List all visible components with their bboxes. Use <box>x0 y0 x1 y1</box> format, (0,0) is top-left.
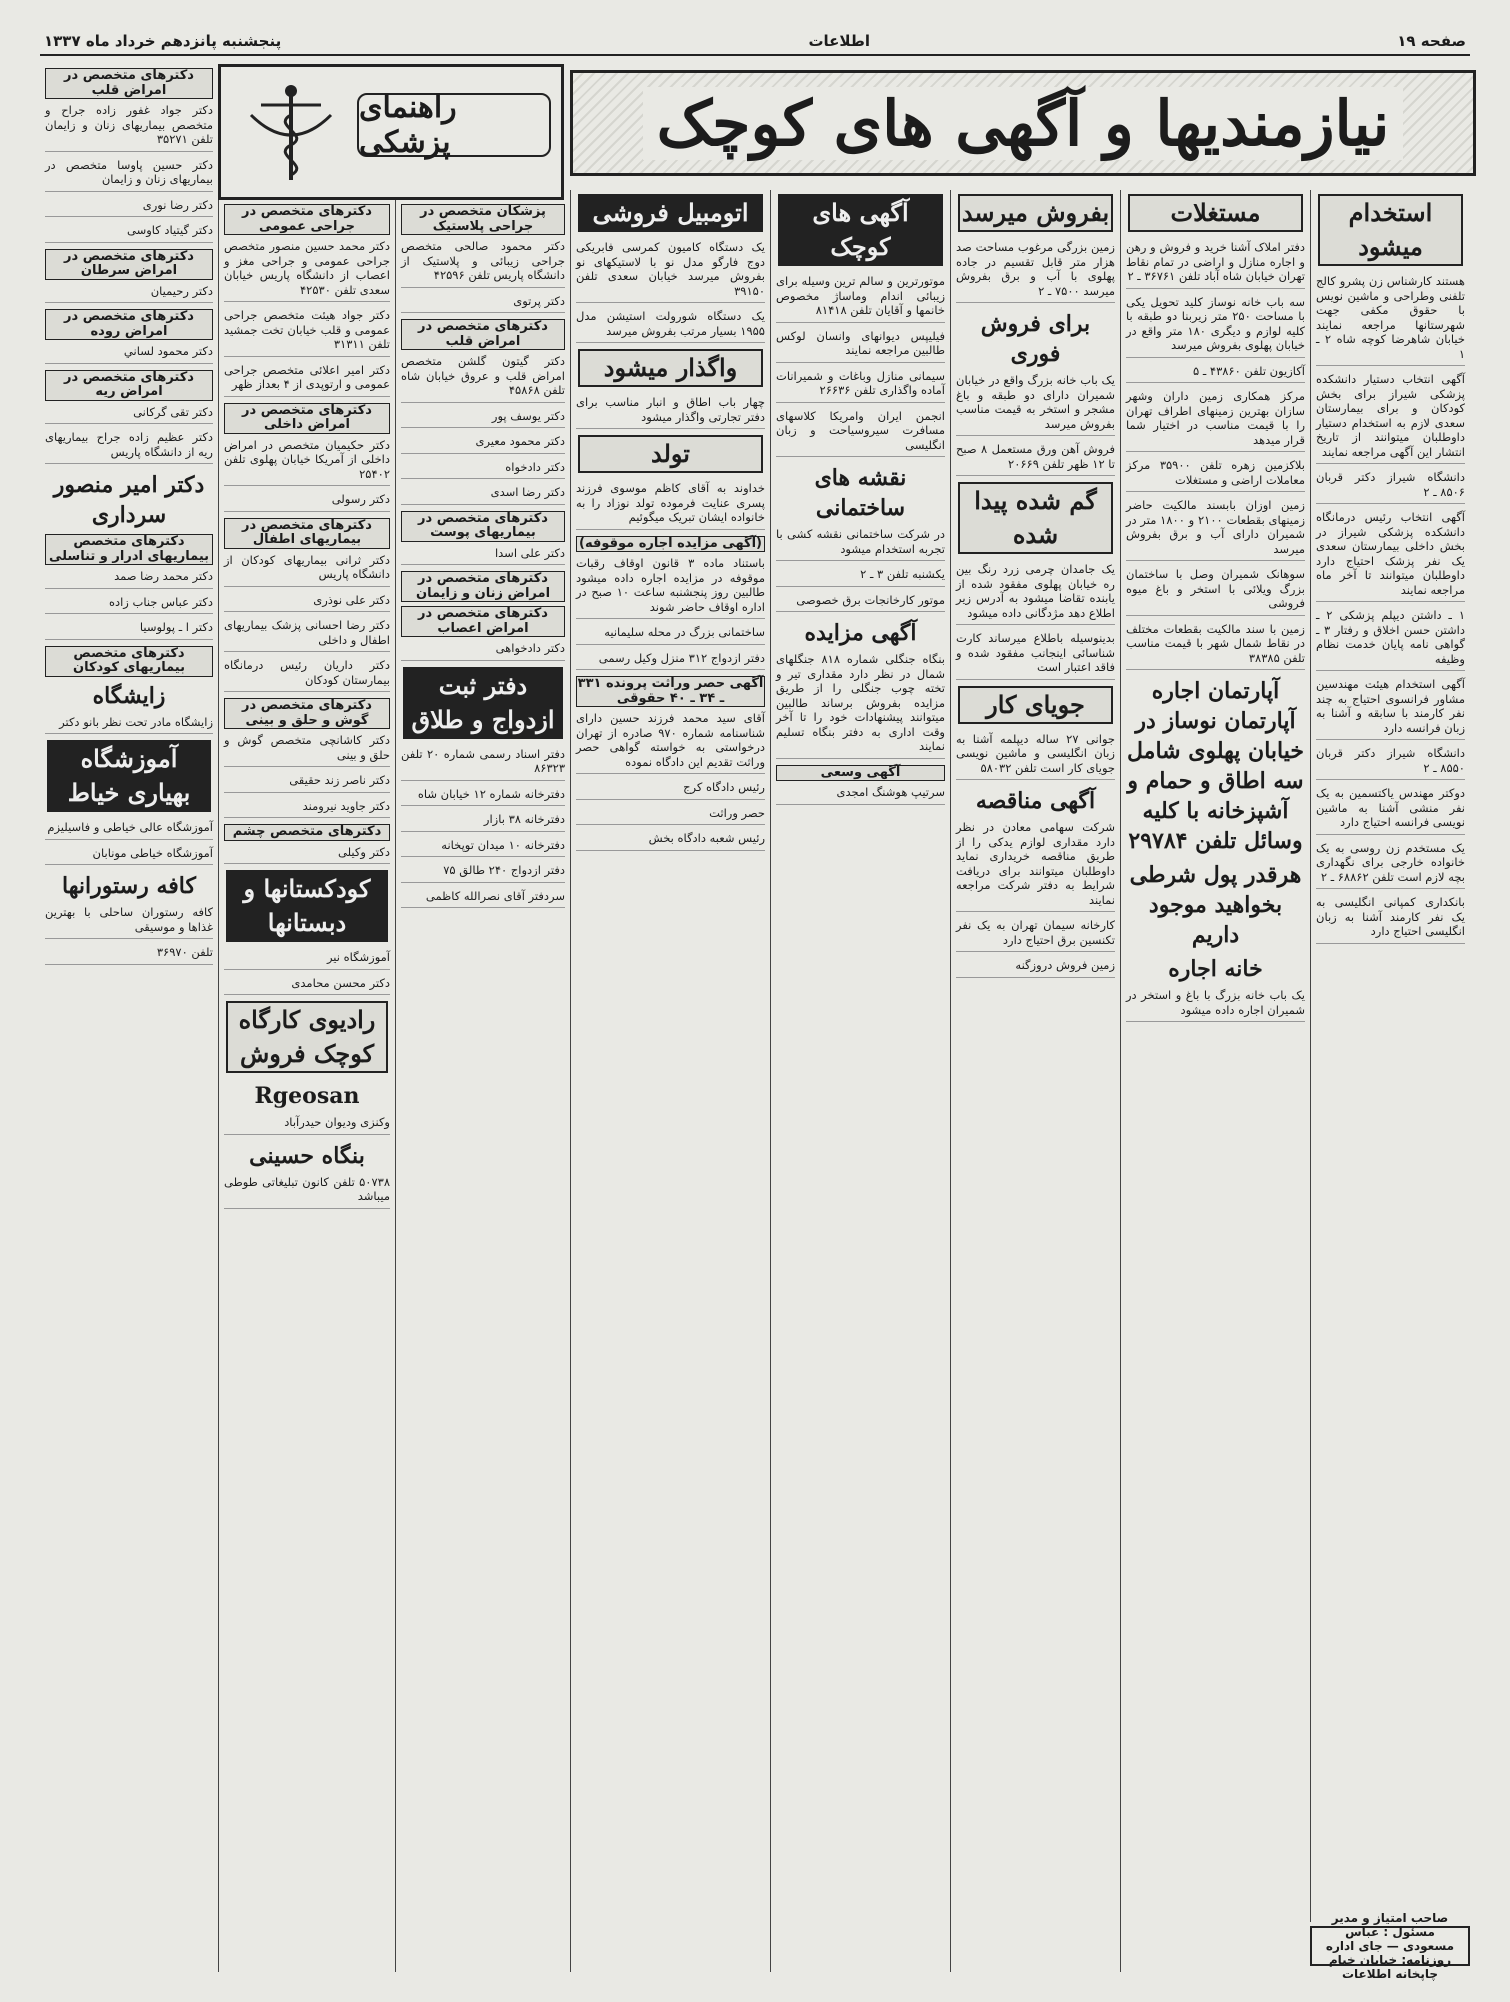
ad-item: دفتر املاک آشنا خرید و فروش و رهن و اجاره منازل و اراضی در تمام نقاط تهران خیابان شاه آباد تلفن ۳۶۷۶۱ ـ ۲ <box>1126 240 1305 289</box>
schools-heading: کودکستانها و دبستانها <box>226 870 388 942</box>
ad-item: چهار باب اطاق و انبار مناسب برای دفتر تجارتی واگذار میشود <box>576 395 765 429</box>
lost-found-heading: گم شده پیدا شده <box>958 482 1113 554</box>
ad-item: زمین اوزان بابسند مالکیت حاضر زمینهای بقطعات ۲۱۰۰ و ۱۸۰۰ متر در شمیران دارای آب و برق بفروش میرسد <box>1126 498 1305 561</box>
ad-item: هستند کارشناس زن پشرو کالج تلفنی وطراحی و ماشین نویس با حقوق مکفی جهت شهرستانها مراجعه نمایند خیابان شاهرضا کوچه شاه ۲ ـ ۱ <box>1316 274 1465 366</box>
ad-subtitle: دکترهای متخصص در امراض زنان و زایمان <box>401 571 565 602</box>
ad-item: دکتر جواد غفور زاده جراح و متخصص بیماریهای زنان و زایمان تلفن ۳۵۲۷۱ <box>45 103 213 152</box>
ad-subtitle: (آگهی مزایده اجاره موقوفه) <box>576 536 765 553</box>
column-4 <box>770 190 950 1972</box>
column-1-heading: استخدام میشود <box>1318 194 1463 266</box>
ad-item: زمین بزرگی مرغوب مساحت صد هزار متر قابل تقسیم در جاده پهلوی با آب و برق بفروش میرسد ۷۵۰۰ ـ ۲ <box>956 240 1115 303</box>
ad-item: حصر وراثت <box>576 806 765 826</box>
ad-item: یک باب خانه بزرگ با باغ و استخر در شمیران اجاره داده میشود <box>1126 988 1305 1022</box>
header-paper-name: اطلاعات <box>808 32 871 50</box>
ad-item: دکتر رسولی <box>224 492 390 512</box>
ad-item: دکتر رضا احسانی پزشک بیماریهای اطفال و داخلی <box>224 618 390 652</box>
ad-subtitle: دکترهای متخصص در امراض ریه <box>45 370 213 401</box>
ad-item: دکتر رحیمیان <box>45 284 213 304</box>
ad-item: دانشگاه شیراز دکتر قربان ۸۵۵۰ ـ ۲ <box>1316 746 1465 780</box>
ad-item: دکتر گیتون گلشن متخصص امراض قلب و عروق خیابان شاه تلفن ۴۵۸۶۸ <box>401 354 565 403</box>
ad-item: دکتر یوسف پور <box>401 409 565 429</box>
ad-subtitle: دکترهای متخصص بیماریهای کودکان <box>45 646 213 677</box>
ad-item: دکتر علی نوذری <box>224 593 390 613</box>
ad-item: یک دستگاه شورولت استیشن مدل ۱۹۵۵ بسیار مرتب بفروش میرسد <box>576 309 765 343</box>
column-3-heading: بفروش میرسد <box>958 194 1113 232</box>
ad-item: یک جامدان چرمی زرد رنگ بین ره خیابان پهلوی مفقود شده از یابنده تقاضا میشود به آدرس زیر اطلاع دهد مژدگانی داده میشود <box>956 562 1115 625</box>
auction-heading: آگهی مزایده <box>804 620 917 646</box>
ad-item: شرکت سهامی معادن در نظر دارد مقداری لوازم یدکی را از طریق مناقصه خریداری نماید داوطلبان میتوانند برای دریافت شرایط به دفتر شرکت مراجعه نمایند <box>956 820 1115 912</box>
medical-guide-banner <box>218 64 564 200</box>
ad-item: دکتر امیر اعلائی متخصص جراحی عمومی و ارتوپدی از ۴ بعداز ظهر <box>224 363 390 397</box>
ad-item: زمین فروش دروزگنه <box>956 958 1115 978</box>
ad-subtitle: پزشکان متخصص در جراحی پلاستیک <box>401 204 565 235</box>
ad-item: آگهی انتخاب دستیار دانشکده پزشکی شیراز برای بخش کودکان و برای بیمارستان سعدی لازم به استخدام دستیار داوطلبان میتوانند از تاریخ انتشار این آگهی مراجعه نمایند <box>1316 372 1465 464</box>
header-date: پنجشنبه پانزدهم خرداد ماه ۱۳۳۷ <box>44 32 282 50</box>
ad-item: دکتر عظیم زاده جراح بیماریهای ریه از دانشگاه پاریس <box>45 430 213 464</box>
ad-item: دانشگاه شیراز دکتر قربان ۸۵۰۶ ـ ۲ <box>1316 470 1465 504</box>
page-header <box>40 28 1470 56</box>
ad-item: آکازیون تلفن ۴۳۸۶۰ ـ ۵ <box>1126 364 1305 384</box>
ad-item: آموزشگاه خیاطی مونابان <box>45 846 213 866</box>
column-2-heading: مستغلات <box>1128 194 1303 232</box>
ad-item: سردفتر آقای نصرالله کاظمی <box>401 889 565 909</box>
ad-subtitle: دکترهای متخصص در امراض قلب <box>401 319 565 350</box>
ad-item: یکشنبه تلفن ۳ ـ ۲ <box>776 567 945 587</box>
caduceus-icon <box>231 75 351 187</box>
ad-item: دکتر جواد هیئت متخصص جراحی عمومی و قلب خیابان تخت جمشید تلفن ۳۱۳۱۱ <box>224 308 390 357</box>
maternity-heading: زایشگاه <box>92 682 166 709</box>
ad-item: دکتر محمود لساني <box>45 344 213 364</box>
ad-item: دکتر جاوید نیرومند <box>224 799 390 819</box>
ad-item: خداوند به آقای کاظم موسوی فرزند پسری عنایت فرموده تولد نوزاد را به خانواده ایشان تبریک میگوئیم <box>576 481 765 530</box>
ad-item: دکتر گیتیاد کاوسی <box>45 223 213 243</box>
ad-item: انجمن ایران وامریکا کلاسهای مسافرت سیروسیاحت و زبان انگلیسی <box>776 409 945 458</box>
ad-item: رئیس دادگاه کرج <box>576 780 765 800</box>
ad-item: بلاکزمین زهره تلفن ۳۵۹۰۰ مرکز معاملات اراضی و مستغلات <box>1126 458 1305 492</box>
ad-item: ۵۰۷۳۸ تلفن کانون تبلیغاتی طوطی میباشد <box>224 1175 390 1209</box>
ad-item: فیلیپس دیوانهای وانسان لوکس طالبین مراجعه نمایند <box>776 329 945 363</box>
ad-item: وکنزی ودیوان حیدرآباد <box>224 1115 390 1135</box>
ad-item: بنگاه جنگلی شماره ۸۱۸ جنگلهای شمال در نظر دارد مقداری تیر و تخته چوب جنگلی را از طریق مزایده بفروش برساند طالبین میتوانند پیشنهادات خود را تا آخر وقت اداری به دفتر بنگاه تسلیم نمایند <box>776 652 945 759</box>
doctor-name-display: دکتر امیر منصور سرداری <box>53 472 205 528</box>
ad-item: دفترخانه شماره ۱۲ خیابان شاه <box>401 787 565 807</box>
ad-item: دکتر کاشانچی متخصص گوش و حلق و بینی <box>224 733 390 767</box>
column-7 <box>218 200 395 1972</box>
ad-item: کارخانه سیمان تهران به یک نفر تکنسین برق احتیاج دارد <box>956 918 1115 952</box>
ad-item: دکتر دادخواه <box>401 460 565 480</box>
ad-item: دکتر ناصر زند حقیقی <box>224 773 390 793</box>
ad-item: دکتر محمد حسین منصور متخصص جراحی عمومی و جراحی مغز و اعصاب از دانشگاه پاریس خیابان سعدی تلفن ۴۲۵۳۰ <box>224 239 390 302</box>
agency-heading: بنگاه حسینی <box>249 1142 365 1169</box>
ad-item: دکتر وکیلی <box>224 845 390 865</box>
ad-item: فروش آهن ورق مستعمل ۸ صبح تا ۱۲ ظهر تلفن ۲۰۶۶۹ <box>956 442 1115 476</box>
ad-subtitle: دکترهای متخصص در جراحی عمومی <box>224 204 390 235</box>
ad-item: دکتر محمود صالحی متخصص جراحی زیبائی و پلاستیک از دانشگاه پاریس تلفن ۴۲۵۹۶ <box>401 239 565 288</box>
header-page-number: صفحه ۱۹ <box>1397 32 1466 50</box>
ad-item: زایشگاه مادر تحت نظر بانو دکتر <box>45 715 213 735</box>
ad-subtitle: دکترهای متخصص در امراض داخلی <box>224 403 390 434</box>
ad-item: ساختمانی بزرگ در محله سلیمانیه <box>576 625 765 645</box>
ad-item: آگهی انتخاب رئیس درمانگاه دانشکده پزشکی شیراز در بخش داخلی بیمارستان سعدی یک نفر پزشک احتیاج دارد داوطلبان میتوانند تا آخر ماه مراجعه نمایند <box>1316 510 1465 602</box>
ad-item: دفتر اسناد رسمی شماره ۲۰ تلفن ۸۶۳۲۳ <box>401 747 565 781</box>
ad-item: دوکتر مهندس یاکتسمین به یک نفر منشی آشنا به ماشین نویسی فرانسه احتیاج دارد <box>1316 786 1465 835</box>
restaurants-heading: کافه رستورانها <box>62 873 196 899</box>
urgent-sale-heading: برای فروش فوری <box>980 311 1091 367</box>
ad-item: دکتر محمود معیری <box>401 434 565 454</box>
ad-item: یک دستگاه کامیون کمرسی فابریکی دوج فارگو مدل نو با لاستیکهای نو بفروش میرسد خیابان سعدی تلفن ۳۹۱۵۰ <box>576 240 765 303</box>
ad-subtitle: دکترهای متخصص بیماریهای ادرار و تناسلی <box>45 534 213 565</box>
ad-item: دکتر حسین پاوسا متخصص در بیماریهای زنان و زایمان <box>45 158 213 192</box>
ad-item: در شرکت ساختمانی نقشه کشی با تجربه استخدام میشود <box>776 527 945 561</box>
ad-item: کافه رستوران ساحلی با بهترین غذاها و موسیقی <box>45 905 213 939</box>
ad-item: سیمانی منازل وباغات و شمیرانات آماده واگذاری تلفن ۲۶۶۳۶ <box>776 369 945 403</box>
medical-guide-title: راهنمای پزشکی <box>357 93 551 157</box>
ad-subtitle: آگهی حصر وراثت پرونده ۳۳۱ ـ ۳۴ ـ ۴۰ حقوقی <box>577 676 764 706</box>
classifieds-title: نیازمندیها و آگهی های کوچک <box>643 87 1404 160</box>
building-plans-heading: نقشه های ساختمانی <box>814 465 907 521</box>
ad-item: دکتر داریان رئیس درمانگاه بیمارستان کودکان <box>224 658 390 692</box>
ad-item: باستناد ماده ۳ قانون اوقاف رقبات موقوفه در مزایده اجاره داده میشود طالبین روز پنجشنبه ساعت ۱۰ صبح در اداره اوقاف حاضر شوند <box>576 556 765 619</box>
ad-item: تلفن ۳۶۹۷۰ <box>45 945 213 965</box>
ad-item: سرتیپ هوشنگ امجدی <box>776 785 945 805</box>
for-rent-heading: واگذار میشود <box>578 349 763 387</box>
birth-heading: تولد <box>578 435 763 473</box>
ad-item: دکتر دادخواهی <box>401 641 565 661</box>
column-1 <box>1310 190 1470 1922</box>
ad-item: جوانی ۲۷ ساله دیپلمه آشنا به زبان انگلیسی و ماشین نویسی جویای کار است تلفن ۵۸۰۳۲ <box>956 732 1115 781</box>
ad-item: موتور کارخانجات برق خصوصی <box>776 593 945 613</box>
ad-item: آموزشگاه عالی خیاطی و فاسیلیزم <box>45 820 213 840</box>
ad-subtitle: دکترهای متخصص در امراض قلب <box>45 68 213 99</box>
ad-item: ۱ ـ داشتن دیپلم پزشکی ۲ ـ داشتن حسن اخلاق و رفتار ۳ ـ گواهی نامه پایان خدمت نظام وظیفه <box>1316 608 1465 671</box>
column-6 <box>395 200 570 1972</box>
ad-item: زمین با سند مالکیت بقطعات مختلف در نقاط شمال شهر با قیمت مناسب تلفن ۳۸۳۸۵ <box>1126 622 1305 671</box>
ad-subtitle: آگهی وسعی <box>776 765 945 782</box>
ad-item: مرکز همکاری زمین داران وشهر سازان بهترین زمینهای اطراف تهران را با قیمت مناسب در اختیار شما قرار میدهد <box>1126 389 1305 452</box>
ad-item: دفترخانه ۳۸ بازار <box>401 812 565 832</box>
ad-item: آقای سید محمد فرزند حسین دارای شناسنامه شماره ۹۷۰ صادره از تهران درخواستی به خواسته گواهی حصر وراثت تقدیم این دادگاه نموده <box>576 711 765 774</box>
publisher-note: صاحب امتیاز و مدیر مسئول : عباس مسعودی — جای اداره روزنامه: خیابان خیام چاپخانه اطلاعات <box>1310 1926 1470 1966</box>
ad-item: دکتر عباس جناب زاده <box>45 595 213 615</box>
ad-item: بدینوسیله باطلاع میرساند کارت شناسائی اینجانب مفقود شده و فاقد اعتبار است <box>956 631 1115 680</box>
latin-text: Rgeosan <box>254 1083 360 1109</box>
ad-item: دکتر ثرانی بیماریهای کودکان از دانشگاه پاریس <box>224 553 390 587</box>
shop-heading: رادیوی کارگاه کوچک فروش <box>226 1001 388 1073</box>
house-rent-heading: خانه اجاره <box>1168 956 1263 982</box>
registry-heading: دفتر ثبت ازدواج و طلاق <box>403 667 563 739</box>
apartment-rent-heading: آپارتمان اجاره آپارتمان نوساز در خیابان پهلوی شامل سه اطاق و حمام و آشپزخانه با کلیه وسائل تلفن ۲۹۷۸۴ <box>1127 678 1304 854</box>
ad-item: دفتر ازدواج ۲۴۰ طالق ۷۵ <box>401 863 565 883</box>
column-5 <box>570 190 770 1972</box>
ad-item: رئیس شعبه دادگاه بخش <box>576 831 765 851</box>
ad-item: آگهی استخدام هیئت مهندسین مشاور فرانسوی احتیاج به چند نفر کارمند با سابقه و آشنا به زبان فرانسه دارد <box>1316 677 1465 740</box>
column-5-heading: اتومبیل فروشی <box>578 194 763 232</box>
job-seeker-heading: جویای کار <box>958 686 1113 724</box>
ad-subtitle: دکترهای متخصص در امراض سرطان <box>45 249 213 280</box>
ad-item: دکتر علی اسدا <box>401 546 565 566</box>
ad-item: دکتر پرتوی <box>401 294 565 314</box>
ad-item: دکتر ا ـ پولوسیا <box>45 620 213 640</box>
column-8 <box>40 64 218 1972</box>
ad-item: دکتر محسن محامدی <box>224 976 390 996</box>
ad-subtitle: دکترهای متخصص در امراض روده <box>45 309 213 340</box>
ad-item: یک باب خانه بزرگ واقع در خیابان شمیران دارای دو طبقه و باغ مشجر و استخر به قیمت مناسب بفروش میرسد <box>956 373 1115 436</box>
ad-item: یک مستخدم زن روسی به یک خانواده خارجی برای نگهداری بچه لازم است تلفن ۶۸۸۶۲ ـ ۲ <box>1316 841 1465 890</box>
classifieds-title-banner <box>570 70 1476 176</box>
ad-subtitle: دکترهای متخصص در گوش و حلق و بینی <box>224 698 390 729</box>
ad-item: دکتر حکیمیان متخصص در امراض داخلی از آمریکا خیابان پهلوی تلفن ۲۵۴۰۲ <box>224 438 390 487</box>
column-3 <box>950 190 1120 1972</box>
ad-subtitle: دکترهای متخصص در بیماریهای پوست <box>401 511 565 542</box>
tender-heading: آگهی مناقصه <box>975 788 1096 814</box>
ad-subtitle: دکترهای متخصص در بیماریهای اطفال <box>224 518 390 549</box>
ad-item: دکتر رضا نوری <box>45 198 213 218</box>
tailoring-school-heading: آموزشگاه بهیاری خیاط <box>47 740 211 812</box>
ad-item: دکتر محمد رضا صمد <box>45 569 213 589</box>
column-4-heading: آگهی های کوچک <box>778 194 943 266</box>
ad-item: آموزشگاه نیر <box>224 950 390 970</box>
ad-item: دکتر تقی گرکانی <box>45 405 213 425</box>
ad-item: دکتر رضا اسدی <box>401 485 565 505</box>
column-2 <box>1120 190 1310 1972</box>
ad-subtitle: دکترهای متخصص چشم <box>224 824 390 841</box>
ad-item: دفترخانه ۱۰ میدان توپخانه <box>401 838 565 858</box>
ad-item: سه باب خانه نوساز کلید تحویل یکی با مساحت ۲۵۰ متر زیربنا دو طبقه با کلیه لوازم و دیگری ۱۸۰ متر واقع در خیابان پهلوی بفروش میرسد <box>1126 295 1305 358</box>
ad-item: بانکداری کمپانی انگلیسی به یک نفر کارمند آشنا به زبان انگلیسی احتیاج دارد <box>1316 895 1465 944</box>
ad-item: موتورترین و سالم ترین وسیله برای زیبائی اندام وماساژ مخصوص خانمها و آقایان تلفن ۸۱۴۱۸ <box>776 274 945 323</box>
ad-subtitle: دکترهای متخصص در امراض اعصاب <box>401 606 565 637</box>
ad-item: دفتر ازدواج ۳۱۲ منزل وکیل رسمی <box>576 651 765 671</box>
ad-item: سوهانک شمیران وصل با ساختمان بزرگ ویلائی با استخر و باغ میوه فروشی <box>1126 567 1305 616</box>
loan-heading: هرقدر پول شرطی بخواهید موجود داریم <box>1129 862 1302 948</box>
